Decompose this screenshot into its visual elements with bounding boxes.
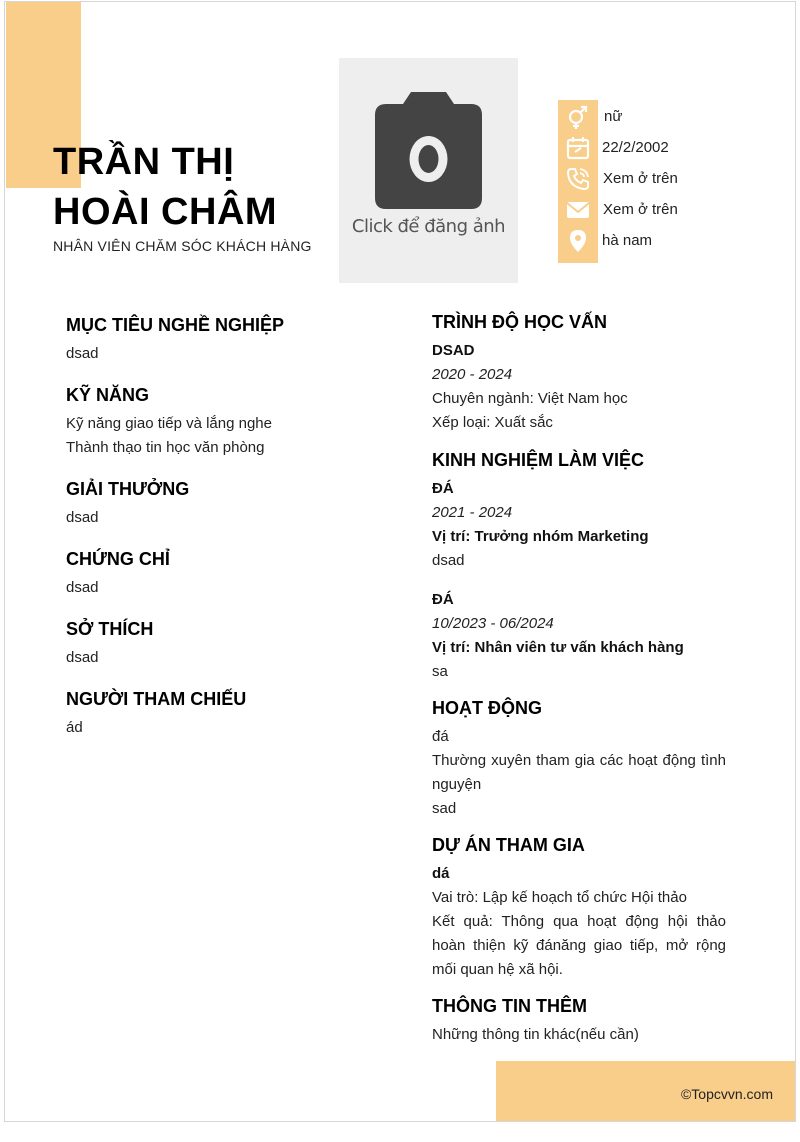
hobbies-text[interactable]: dsad xyxy=(66,649,99,666)
skill-item[interactable]: Kỹ năng giao tiếp và lắng nghe xyxy=(66,415,272,432)
footer-credit: ©Topcvvn.com xyxy=(680,1086,773,1102)
job-description[interactable]: dsad xyxy=(432,552,465,569)
camera-icon xyxy=(375,92,482,210)
job-position[interactable]: Vị trí: Nhân viên tư vấn khách hàng xyxy=(432,639,684,656)
school-name[interactable]: DSAD xyxy=(432,342,475,359)
candidate-name[interactable] xyxy=(53,137,277,237)
section-heading[interactable]: KỸ NĂNG xyxy=(66,385,150,405)
phone-icon xyxy=(565,166,591,192)
activity-name[interactable]: đá xyxy=(432,728,449,745)
section-skills xyxy=(66,384,366,460)
section-projects xyxy=(432,834,726,982)
contact-phone[interactable]: Xem ở trên xyxy=(603,170,678,187)
project-role[interactable]: Vai trò: Lập kế hoạch tổ chức Hội thảo xyxy=(432,889,687,906)
job-title[interactable]: NHÂN VIÊN CHĂM SÓC KHÁCH HÀNG xyxy=(53,238,312,254)
objective-text[interactable]: dsad xyxy=(66,345,99,362)
section-activities xyxy=(432,697,726,821)
email-icon xyxy=(565,197,591,223)
activity-extra[interactable]: sad xyxy=(432,800,457,817)
section-hobbies xyxy=(66,618,366,670)
company-name[interactable]: ĐÁ xyxy=(432,591,454,608)
section-objective xyxy=(66,314,366,366)
contact-gender[interactable]: nữ xyxy=(604,108,623,125)
location-icon xyxy=(565,228,591,254)
entry-spacer xyxy=(432,573,726,588)
section-awards xyxy=(66,478,366,530)
job-position[interactable]: Vị trí: Trưởng nhóm Marketing xyxy=(432,528,649,545)
job-description[interactable]: sa xyxy=(432,663,448,680)
section-experience xyxy=(432,449,726,684)
cv-page xyxy=(4,1,796,1122)
section-heading[interactable]: DỰ ÁN THAM GIA xyxy=(432,835,585,855)
contact-email[interactable]: Xem ở trên xyxy=(603,201,678,218)
contact-address[interactable]: hà nam xyxy=(602,232,653,249)
gender-icon xyxy=(565,104,591,130)
section-heading[interactable]: TRÌNH ĐỘ HỌC VẤN xyxy=(432,312,607,332)
section-references xyxy=(66,688,366,740)
left-column xyxy=(66,314,366,758)
awards-text[interactable]: dsad xyxy=(66,509,99,526)
photo-upload[interactable] xyxy=(339,58,518,283)
project-result[interactable]: Kết quả: Thông qua hoạt động hội thảo hoàn thiện kỹ đánăng giao tiếp, mở rộng mối quan hệ xã hội. xyxy=(432,913,726,978)
section-heading[interactable]: HOẠT ĐỘNG xyxy=(432,698,542,718)
contact-birthday[interactable]: 22/2/2002 xyxy=(602,139,669,156)
contact-icon-bar xyxy=(558,100,598,263)
company-name[interactable]: ĐÁ xyxy=(432,480,454,497)
education-major[interactable]: Chuyên ngành: Việt Nam học xyxy=(432,390,628,407)
photo-label: Click để đăng ảnh xyxy=(351,216,506,237)
activity-description[interactable]: Thường xuyên tham gia các hoạt động tình nguyện xyxy=(432,752,726,793)
section-heading[interactable]: GIẢI THƯỞNG xyxy=(66,479,190,499)
section-heading[interactable]: MỤC TIÊU NGHỀ NGHIỆP xyxy=(66,315,285,335)
additional-text[interactable]: Những thông tin khác(nếu cần) xyxy=(432,1026,639,1043)
education-grade[interactable]: Xếp loại: Xuất sắc xyxy=(432,414,553,431)
name-line-1[interactable]: TRẦN THỊ xyxy=(53,141,235,183)
section-heading[interactable]: THÔNG TIN THÊM xyxy=(432,996,587,1016)
education-period[interactable]: 2020 - 2024 xyxy=(432,366,513,383)
job-period[interactable]: 10/2023 - 06/2024 xyxy=(432,615,554,632)
section-heading[interactable]: CHỨNG CHỈ xyxy=(66,549,170,569)
section-certificates xyxy=(66,548,366,600)
skill-item[interactable]: Thành thạo tin học văn phòng xyxy=(66,439,265,456)
section-additional xyxy=(432,995,726,1047)
name-line-2[interactable]: HOÀI CHÂM xyxy=(53,191,278,233)
right-column xyxy=(432,311,726,1065)
section-heading[interactable]: NGƯỜI THAM CHIẾU xyxy=(66,689,247,709)
project-name[interactable]: dá xyxy=(432,865,450,882)
job-period[interactable]: 2021 - 2024 xyxy=(432,504,513,521)
calendar-icon xyxy=(565,135,591,161)
section-education xyxy=(432,311,726,435)
section-heading[interactable]: SỞ THÍCH xyxy=(66,619,154,639)
references-text[interactable]: ád xyxy=(66,719,83,736)
section-heading[interactable]: KINH NGHIỆM LÀM VIỆC xyxy=(432,450,645,470)
certificates-text[interactable]: dsad xyxy=(66,579,99,596)
